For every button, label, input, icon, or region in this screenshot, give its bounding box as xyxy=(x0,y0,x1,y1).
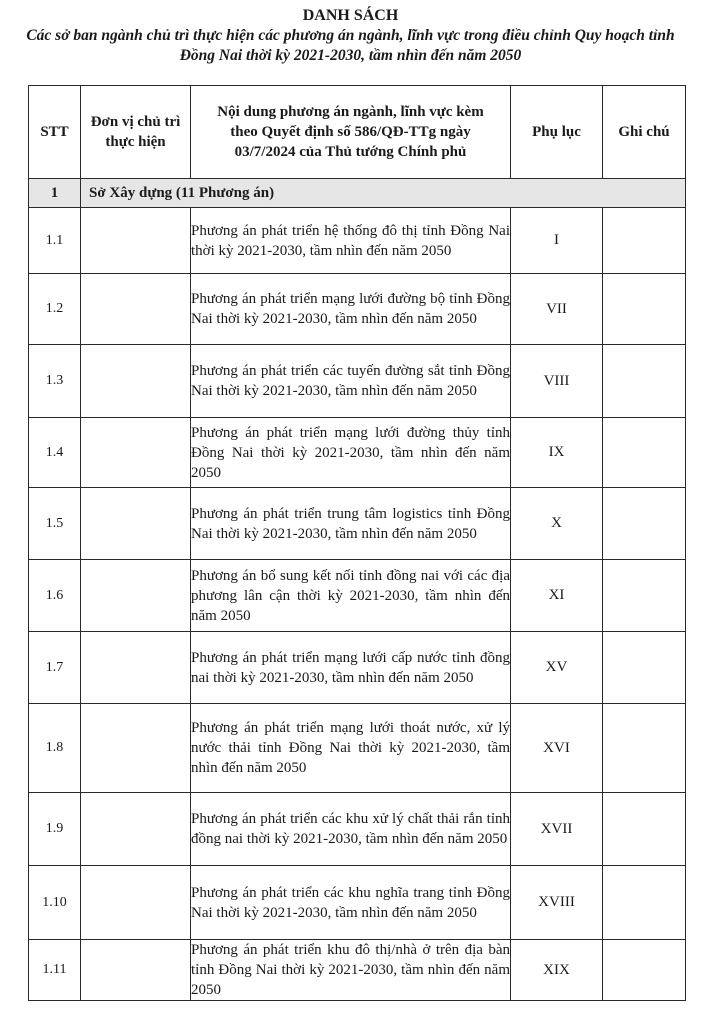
table-row xyxy=(29,345,686,418)
row-appendix: XV xyxy=(511,632,603,704)
header-unit: Đơn vị chủ trì thực hiện xyxy=(81,86,191,179)
row-note xyxy=(603,866,686,940)
table-row xyxy=(29,418,686,488)
row-unit xyxy=(81,418,191,488)
row-unit xyxy=(81,704,191,793)
row-appendix: IX xyxy=(511,418,603,488)
row-unit xyxy=(81,274,191,345)
row-note xyxy=(603,418,686,488)
row-note xyxy=(603,208,686,274)
row-note xyxy=(603,345,686,418)
row-stt: 1.7 xyxy=(29,632,81,704)
table-row xyxy=(29,208,686,274)
row-appendix: X xyxy=(511,488,603,560)
group-row xyxy=(29,179,686,208)
row-content: Phương án phát triển mạng lưới đường thủy tỉnh Đồng Nai thời kỳ 2021-2030, tầm nhìn đến năm 2050 xyxy=(191,418,511,488)
header-content: Nội dung phương án ngành, lĩnh vực kèm theo Quyết định số 586/QĐ-TTg ngày 03/7/2024 của Thủ tướng Chính phủ xyxy=(191,86,511,179)
table-row xyxy=(29,274,686,345)
row-stt: 1.1 xyxy=(29,208,81,274)
row-unit xyxy=(81,793,191,866)
row-stt: 1.2 xyxy=(29,274,81,345)
row-content: Phương án phát triển hệ thống đô thị tỉnh Đồng Nai thời kỳ 2021-2030, tầm nhìn đến năm 2050 xyxy=(191,208,511,274)
row-unit xyxy=(81,488,191,560)
row-unit xyxy=(81,866,191,940)
table-row xyxy=(29,866,686,940)
header-note: Ghi chú xyxy=(603,86,686,179)
row-appendix: XVIII xyxy=(511,866,603,940)
row-content: Phương án phát triển mạng lưới đường bộ tỉnh Đồng Nai thời kỳ 2021-2030, tầm nhìn đến năm 2050 xyxy=(191,274,511,345)
row-content: Phương án bổ sung kết nối tỉnh đồng nai với các địa phương lân cận thời kỳ 2021-2030, tầm nhìn đến năm 2050 xyxy=(191,560,511,632)
table-row xyxy=(29,488,686,560)
header-appendix: Phụ lục xyxy=(511,86,603,179)
group-stt: 1 xyxy=(29,179,81,208)
row-unit xyxy=(81,560,191,632)
row-stt: 1.9 xyxy=(29,793,81,866)
table-row xyxy=(29,940,686,1001)
header-stt: STT xyxy=(29,86,81,179)
group-name: Sở Xây dựng (11 Phương án) xyxy=(81,179,686,208)
document-subtitle: Các sở ban ngành chủ trì thực hiện các phương án ngành, lĩnh vực trong điều chỉnh Quy hoạch tỉnh Đồng Nai thời kỳ 2021-2030, tầm nhìn đến năm 2050 xyxy=(26,27,675,64)
row-content: Phương án phát triển các khu xử lý chất thải rắn tỉnh đồng nai thời kỳ 2021-2030, tầm nhìn đến năm 2050 xyxy=(191,793,511,866)
row-stt: 1.3 xyxy=(29,345,81,418)
row-unit xyxy=(81,208,191,274)
row-unit xyxy=(81,345,191,418)
table-row xyxy=(29,704,686,793)
table-header-row xyxy=(29,86,686,179)
row-stt: 1.4 xyxy=(29,418,81,488)
row-note xyxy=(603,704,686,793)
row-content: Phương án phát triển mạng lưới thoát nước, xử lý nước thải tỉnh Đồng Nai thời kỳ 2021-2030, tầm nhìn đến năm 2050 xyxy=(191,704,511,793)
document-title: DANH SÁCH xyxy=(302,7,399,24)
row-note xyxy=(603,793,686,866)
row-stt: 1.5 xyxy=(29,488,81,560)
row-unit xyxy=(81,632,191,704)
row-content: Phương án phát triển các khu nghĩa trang tỉnh Đồng Nai thời kỳ 2021-2030, tầm nhìn đến năm 2050 xyxy=(191,866,511,940)
row-content: Phương án phát triển mạng lưới cấp nước tỉnh đồng nai thời kỳ 2021-2030, tầm nhìn đến năm 2050 xyxy=(191,632,511,704)
row-appendix: XVII xyxy=(511,793,603,866)
row-appendix: XVI xyxy=(511,704,603,793)
row-appendix: VII xyxy=(511,274,603,345)
table-row xyxy=(29,560,686,632)
plan-table xyxy=(28,85,686,1001)
table-row xyxy=(29,632,686,704)
row-stt: 1.11 xyxy=(29,940,81,1001)
row-note xyxy=(603,274,686,345)
row-stt: 1.10 xyxy=(29,866,81,940)
row-note xyxy=(603,488,686,560)
row-appendix: I xyxy=(511,208,603,274)
table-row xyxy=(29,793,686,866)
row-note xyxy=(603,632,686,704)
row-content: Phương án phát triển khu đô thị/nhà ở trên địa bàn tỉnh Đồng Nai thời kỳ 2021-2030, tầm nhìn đến năm 2050 xyxy=(191,940,511,1001)
row-stt: 1.6 xyxy=(29,560,81,632)
row-content: Phương án phát triển các tuyến đường sắt tỉnh Đồng Nai thời kỳ 2021-2030, tầm nhìn đến năm 2050 xyxy=(191,345,511,418)
row-note xyxy=(603,560,686,632)
row-unit xyxy=(81,940,191,1001)
row-stt: 1.8 xyxy=(29,704,81,793)
row-appendix: XIX xyxy=(511,940,603,1001)
row-note xyxy=(603,940,686,1001)
row-appendix: XI xyxy=(511,560,603,632)
row-content: Phương án phát triển trung tâm logistics tỉnh Đồng Nai thời kỳ 2021-2030, tầm nhìn đến năm 2050 xyxy=(191,488,511,560)
row-appendix: VIII xyxy=(511,345,603,418)
